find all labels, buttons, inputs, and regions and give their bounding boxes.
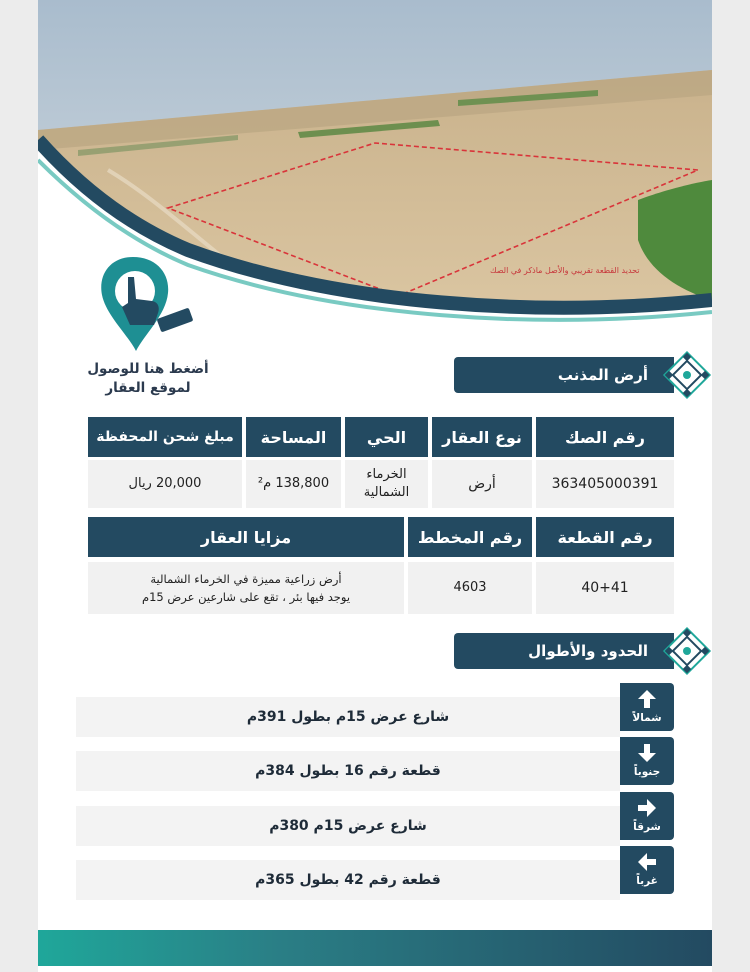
boundary-north-badge bbox=[620, 683, 674, 731]
diamond-ornament-icon bbox=[662, 350, 712, 400]
features-value bbox=[88, 562, 404, 614]
arrow-down-icon bbox=[636, 742, 658, 764]
arrow-right-icon bbox=[636, 797, 658, 819]
arrow-left-icon bbox=[636, 851, 658, 873]
property-type-header: نوع العقار bbox=[432, 417, 532, 457]
district-header: الحي bbox=[345, 417, 428, 457]
boundaries-title-bar bbox=[454, 633, 674, 669]
direction-label: غرباً bbox=[636, 875, 658, 887]
cta-line-1: أضغط هنا للوصول bbox=[87, 361, 209, 377]
brochure-page bbox=[38, 0, 712, 972]
boundary-east-text: شارع عرض 15م 380م bbox=[76, 806, 620, 846]
direction-label: شمالاً bbox=[632, 712, 662, 724]
boundary-south-badge bbox=[620, 737, 674, 785]
direction-label: شرقاً bbox=[633, 821, 661, 833]
arrow-up-icon bbox=[636, 688, 658, 710]
plot-number-value: 40+41 bbox=[536, 562, 674, 614]
wallet-fee-header: مبلغ شحن المحفظة bbox=[88, 417, 242, 457]
wallet-fee-value: 20,000 ريال bbox=[88, 460, 242, 508]
boundary-west-badge bbox=[620, 846, 674, 894]
plot-number-header: رقم القطعة bbox=[536, 517, 674, 557]
area-value: 138,800 م² bbox=[246, 460, 341, 508]
district-line-2: الشمالية bbox=[363, 485, 410, 500]
boundary-north-text: شارع عرض 15م بطول 391م bbox=[76, 697, 620, 737]
scheme-number-header: رقم المخطط bbox=[408, 517, 532, 557]
area-header: المساحة bbox=[246, 417, 341, 457]
features-line-1: أرض زراعية مميزة في الخرماء الشمالية bbox=[150, 572, 342, 586]
deed-number-value: 363405000391 bbox=[536, 460, 674, 508]
diamond-ornament-icon bbox=[662, 626, 712, 676]
property-title: أرض المذنب bbox=[557, 366, 648, 384]
boundary-east-badge bbox=[620, 792, 674, 840]
boundary-west-text: قطعة رقم 42 بطول 365م bbox=[76, 860, 620, 900]
features-header: مزايا العقار bbox=[88, 517, 404, 557]
location-cta[interactable] bbox=[68, 360, 228, 398]
district-value bbox=[345, 460, 428, 508]
boundary-south-text: قطعة رقم 16 بطول 384م bbox=[76, 751, 620, 791]
scheme-number-value: 4603 bbox=[408, 562, 532, 614]
property-type-value: أرض bbox=[432, 460, 532, 508]
property-title-bar bbox=[454, 357, 674, 393]
location-pin-icon[interactable] bbox=[98, 255, 198, 355]
district-line-1: الخرماء bbox=[366, 467, 407, 482]
footer-bar bbox=[38, 930, 712, 966]
boundaries-title: الحدود والأطوال bbox=[528, 642, 648, 660]
deed-number-header: رقم الصك bbox=[536, 417, 674, 457]
features-line-2: يوجد فيها بئر ، تقع على شارعين عرض 15م bbox=[141, 590, 351, 604]
photo-caption: تحديد القطعة تقريبي والأصل ماذكر في الصك bbox=[490, 266, 640, 275]
cta-line-2: لموقع العقار bbox=[105, 380, 191, 396]
direction-label: جنوباً bbox=[633, 766, 661, 778]
